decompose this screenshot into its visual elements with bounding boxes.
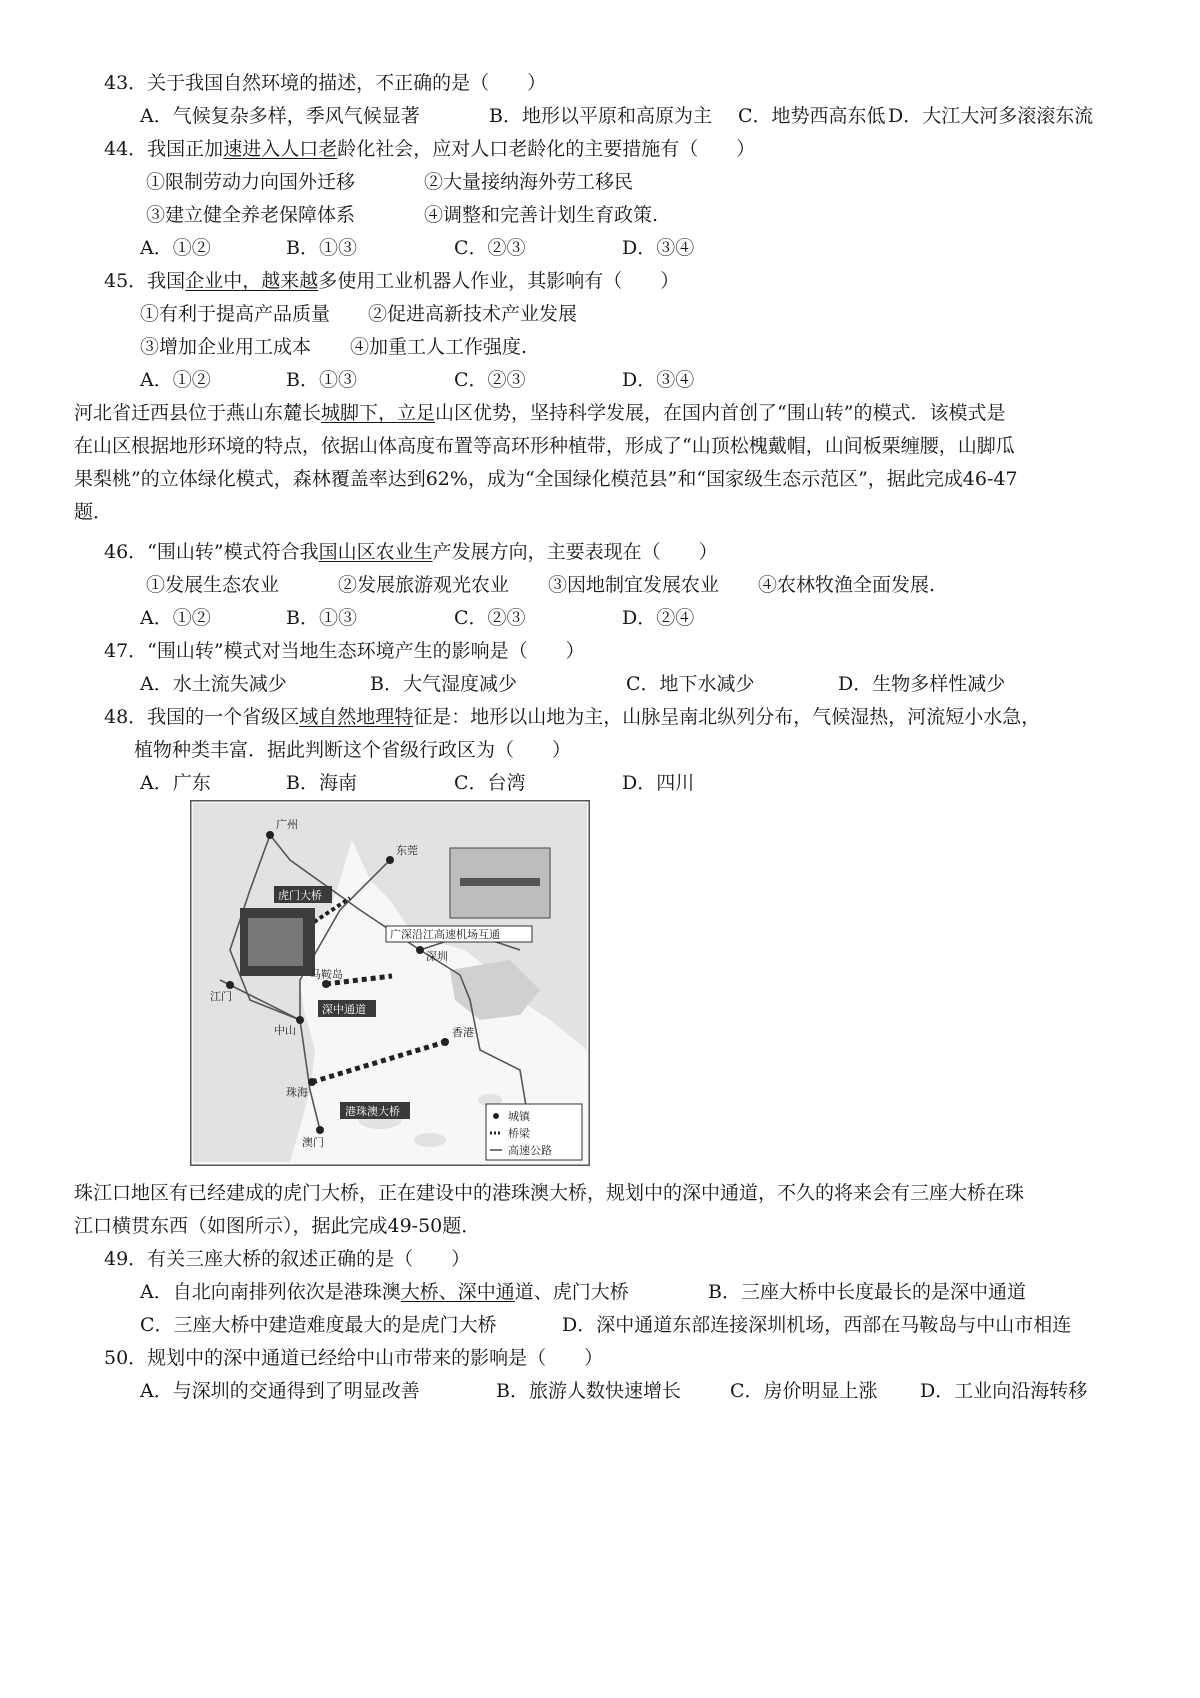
- city-dot-zhongshan: [296, 1016, 304, 1024]
- q44-item-3: ③建立健全养老保障体系: [146, 204, 356, 226]
- q43-stem: 43．关于我国自然环境的描述，不正确的是（ ）: [104, 72, 547, 94]
- q44-stem: [104, 136, 755, 162]
- q45-stem-part-2: 多使用工业机器人作业，其影响有（ ）: [318, 270, 680, 292]
- q50-option-a: A．与深圳的交通得到了明显改善: [140, 1380, 420, 1402]
- q48-stem-part-2: 征是：地形以山地为主，山脉呈南北纵列分布，气候湿热，河流短小水急，: [413, 706, 1041, 728]
- q45-option-a: A．①②: [140, 369, 211, 391]
- passage1-line-3: 果梨桃”的立体绿化模式，森林覆盖率达到62%，成为“全国绿化模范县”和“国家级生态示范区”，据此完成46-47: [74, 468, 1018, 490]
- q46-stem: [104, 539, 718, 565]
- q49-option-d: D．深中通道东部连接深圳机场，西部在马鞍岛与中山市相连: [562, 1314, 1072, 1336]
- city-label-dongguan: 东莞: [396, 844, 418, 857]
- q44-item-1: ①限制劳动力向国外迁移: [146, 171, 356, 193]
- q48-option-c: C．台湾: [454, 772, 526, 794]
- city-dot-shenzhen: [416, 946, 424, 954]
- q46-option-c: C．②③: [454, 607, 526, 629]
- q43-option-b: B．地形以平原和高原为主: [489, 105, 712, 127]
- q44-stem-part-2: 龄化社会，应对人口老龄化的主要措施有（ ）: [337, 138, 756, 160]
- airport-label: 广深沿江高速机场互通: [390, 928, 500, 941]
- city-dot-zhuhai: [308, 1078, 316, 1086]
- q50-option-b: B．旅游人数快速增长: [496, 1380, 681, 1402]
- q45-stem-underlined: 企业中，越来越: [185, 270, 319, 292]
- q45-item-2: ②促进高新技术产业发展: [368, 303, 578, 325]
- city-label-macau: 澳门: [302, 1136, 324, 1149]
- q47-stem: 47．“围山转”模式对当地生态环境产生的影响是（ ）: [104, 640, 585, 662]
- q47-option-a: A．水土流失减少: [140, 673, 287, 695]
- passage1-line-4: 题．: [74, 501, 113, 523]
- q47-option-d: D．生物多样性减少: [838, 673, 1006, 695]
- q44-option-b: B．①③: [286, 237, 357, 259]
- q44-item-4: ④调整和完善计划生育政策.: [424, 204, 659, 226]
- q46-stem-underlined: 国山区农业生: [318, 541, 433, 563]
- map-island-2: [414, 1133, 446, 1147]
- q46-option-a: A．①②: [140, 607, 211, 629]
- q45-option-c: C．②③: [454, 369, 526, 391]
- q49-option-a-part-2: 道、虎门大桥: [514, 1281, 629, 1303]
- q49-option-a: [140, 1279, 629, 1305]
- city-dot-maanisland: [322, 980, 330, 988]
- q48-option-d: D．四川: [622, 772, 695, 794]
- q46-item-4: ④农林牧渔全面发展.: [758, 574, 936, 596]
- q45-item-4: ④加重工人工作强度.: [350, 336, 528, 358]
- q48-option-a: A．广东: [140, 772, 211, 794]
- q48-stem-underlined: 域自然地理特: [299, 706, 414, 728]
- q49-option-a-underlined: 大桥、深中通: [400, 1281, 515, 1303]
- q48-option-b: B．海南: [286, 772, 357, 794]
- q48-stem-line-2: 植物种类丰富．据此判断这个省级行政区为（ ）: [134, 739, 572, 761]
- q43-option-c: C．地势西高东低: [738, 105, 886, 127]
- q46-option-d: D．②④: [622, 607, 695, 629]
- q45-stem: [104, 268, 679, 294]
- city-label-shenzhen: 深圳: [426, 950, 448, 963]
- tag-humen: 虎门大桥: [278, 889, 322, 902]
- q49-option-b: B．三座大桥中长度最长的是深中通道: [708, 1281, 1026, 1303]
- q48-stem-part-1: 48．我国的一个省级区: [104, 706, 300, 728]
- q47-option-b: B．大气湿度减少: [370, 673, 517, 695]
- city-label-hongkong: 香港: [452, 1026, 474, 1039]
- q50-option-c: C．房价明显上涨: [730, 1380, 878, 1402]
- q49-option-c: C．三座大桥中建造难度最大的是虎门大桥: [140, 1314, 497, 1336]
- q46-item-1: ①发展生态农业: [146, 574, 280, 596]
- q43-option-d: D．大江大河多滚滚东流: [888, 105, 1094, 127]
- city-dot-jiangmen: [226, 981, 234, 989]
- passage2-line-1: 珠江口地区有已经建成的虎门大桥，正在建设中的港珠澳大桥，规划中的深中通道，不久的将来会有三座大桥在珠: [74, 1182, 1025, 1204]
- passage1-line-1: [74, 400, 1005, 426]
- q45-stem-part-1: 45．我国: [104, 270, 186, 292]
- q47-option-c: C．地下水减少: [626, 673, 755, 695]
- q46-item-3: ③因地制宜发展农业: [548, 574, 720, 596]
- q44-option-d: D．③④: [622, 237, 695, 259]
- q45-item-1: ①有利于提高产品质量: [140, 303, 331, 325]
- q45-option-d: D．③④: [622, 369, 695, 391]
- city-dot-dongguan: [386, 856, 394, 864]
- q45-item-3: ③增加企业用工成本: [140, 336, 312, 358]
- map-photo-airport-road: [460, 878, 540, 886]
- q46-option-b: B．①③: [286, 607, 357, 629]
- city-dot-guangzhou: [266, 831, 274, 839]
- q44-item-2: ②大量接纳海外劳工移民: [424, 171, 634, 193]
- map-photo-humen-inner: [248, 918, 303, 966]
- q44-stem-part-1: 44．我国正加: [104, 138, 224, 160]
- passage2-line-2: 江口横贯东西（如图所示），据此完成49-50题．: [74, 1215, 481, 1237]
- q44-option-c: C．②③: [454, 237, 526, 259]
- q49-stem: 49．有关三座大桥的叙述正确的是（ ）: [104, 1248, 471, 1270]
- city-label-jiangmen: 江门: [210, 990, 232, 1003]
- legend-town: 城镇: [508, 1110, 530, 1123]
- city-label-zhuhai: 珠海: [286, 1086, 308, 1099]
- passage1-line-1-underlined: 城脚下，立足: [321, 402, 436, 424]
- q44-option-a: A．①②: [140, 237, 211, 259]
- q43-option-a: A．气候复杂多样，季风气候显著: [140, 105, 420, 127]
- q46-stem-part-1: 46．“围山转”模式符合我: [104, 541, 319, 563]
- city-dot-hongkong: [441, 1038, 449, 1046]
- passage1-line-1-part-1: 河北省迁西县位于燕山东麓长: [74, 402, 322, 424]
- q44-stem-underlined: 速进入人口老: [223, 138, 338, 160]
- q50-stem: 50．规划中的深中通道已经给中山市带来的影响是（ ）: [104, 1347, 604, 1369]
- city-label-zhongshan: 中山: [274, 1024, 296, 1037]
- city-label-guangzhou: 广州: [276, 818, 298, 831]
- tag-shenzhong: 深中通道: [322, 1003, 366, 1016]
- tag-hzm: 港珠澳大桥: [345, 1105, 400, 1118]
- q49-option-a-part-1: A．自北向南排列依次是港珠澳: [140, 1281, 401, 1303]
- q46-stem-part-2: 产发展方向，主要表现在（ ）: [432, 541, 718, 563]
- legend-bridge: 桥梁: [508, 1127, 530, 1140]
- pearl-river-estuary-map: [190, 800, 590, 1166]
- q45-option-b: B．①③: [286, 369, 357, 391]
- city-label-maanisland: 马鞍岛: [310, 968, 343, 981]
- q50-option-d: D．工业向沿海转移: [920, 1380, 1088, 1402]
- q46-item-2: ②发展旅游观光农业: [338, 574, 510, 596]
- q48-stem: [104, 704, 1040, 730]
- passage1-line-1-part-2: 山区优势，坚持科学发展，在国内首创了“围山转”的模式．该模式是: [435, 402, 1006, 424]
- passage1-line-2: 在山区根据地形环境的特点，依据山体高度布置等高环形种植带，形成了“山顶松槐戴帽，山间板栗缠腰，山脚瓜: [74, 435, 1015, 457]
- legend-expressway: 高速公路: [508, 1144, 552, 1157]
- city-dot-macau: [316, 1126, 324, 1134]
- legend-town-icon: [493, 1113, 499, 1119]
